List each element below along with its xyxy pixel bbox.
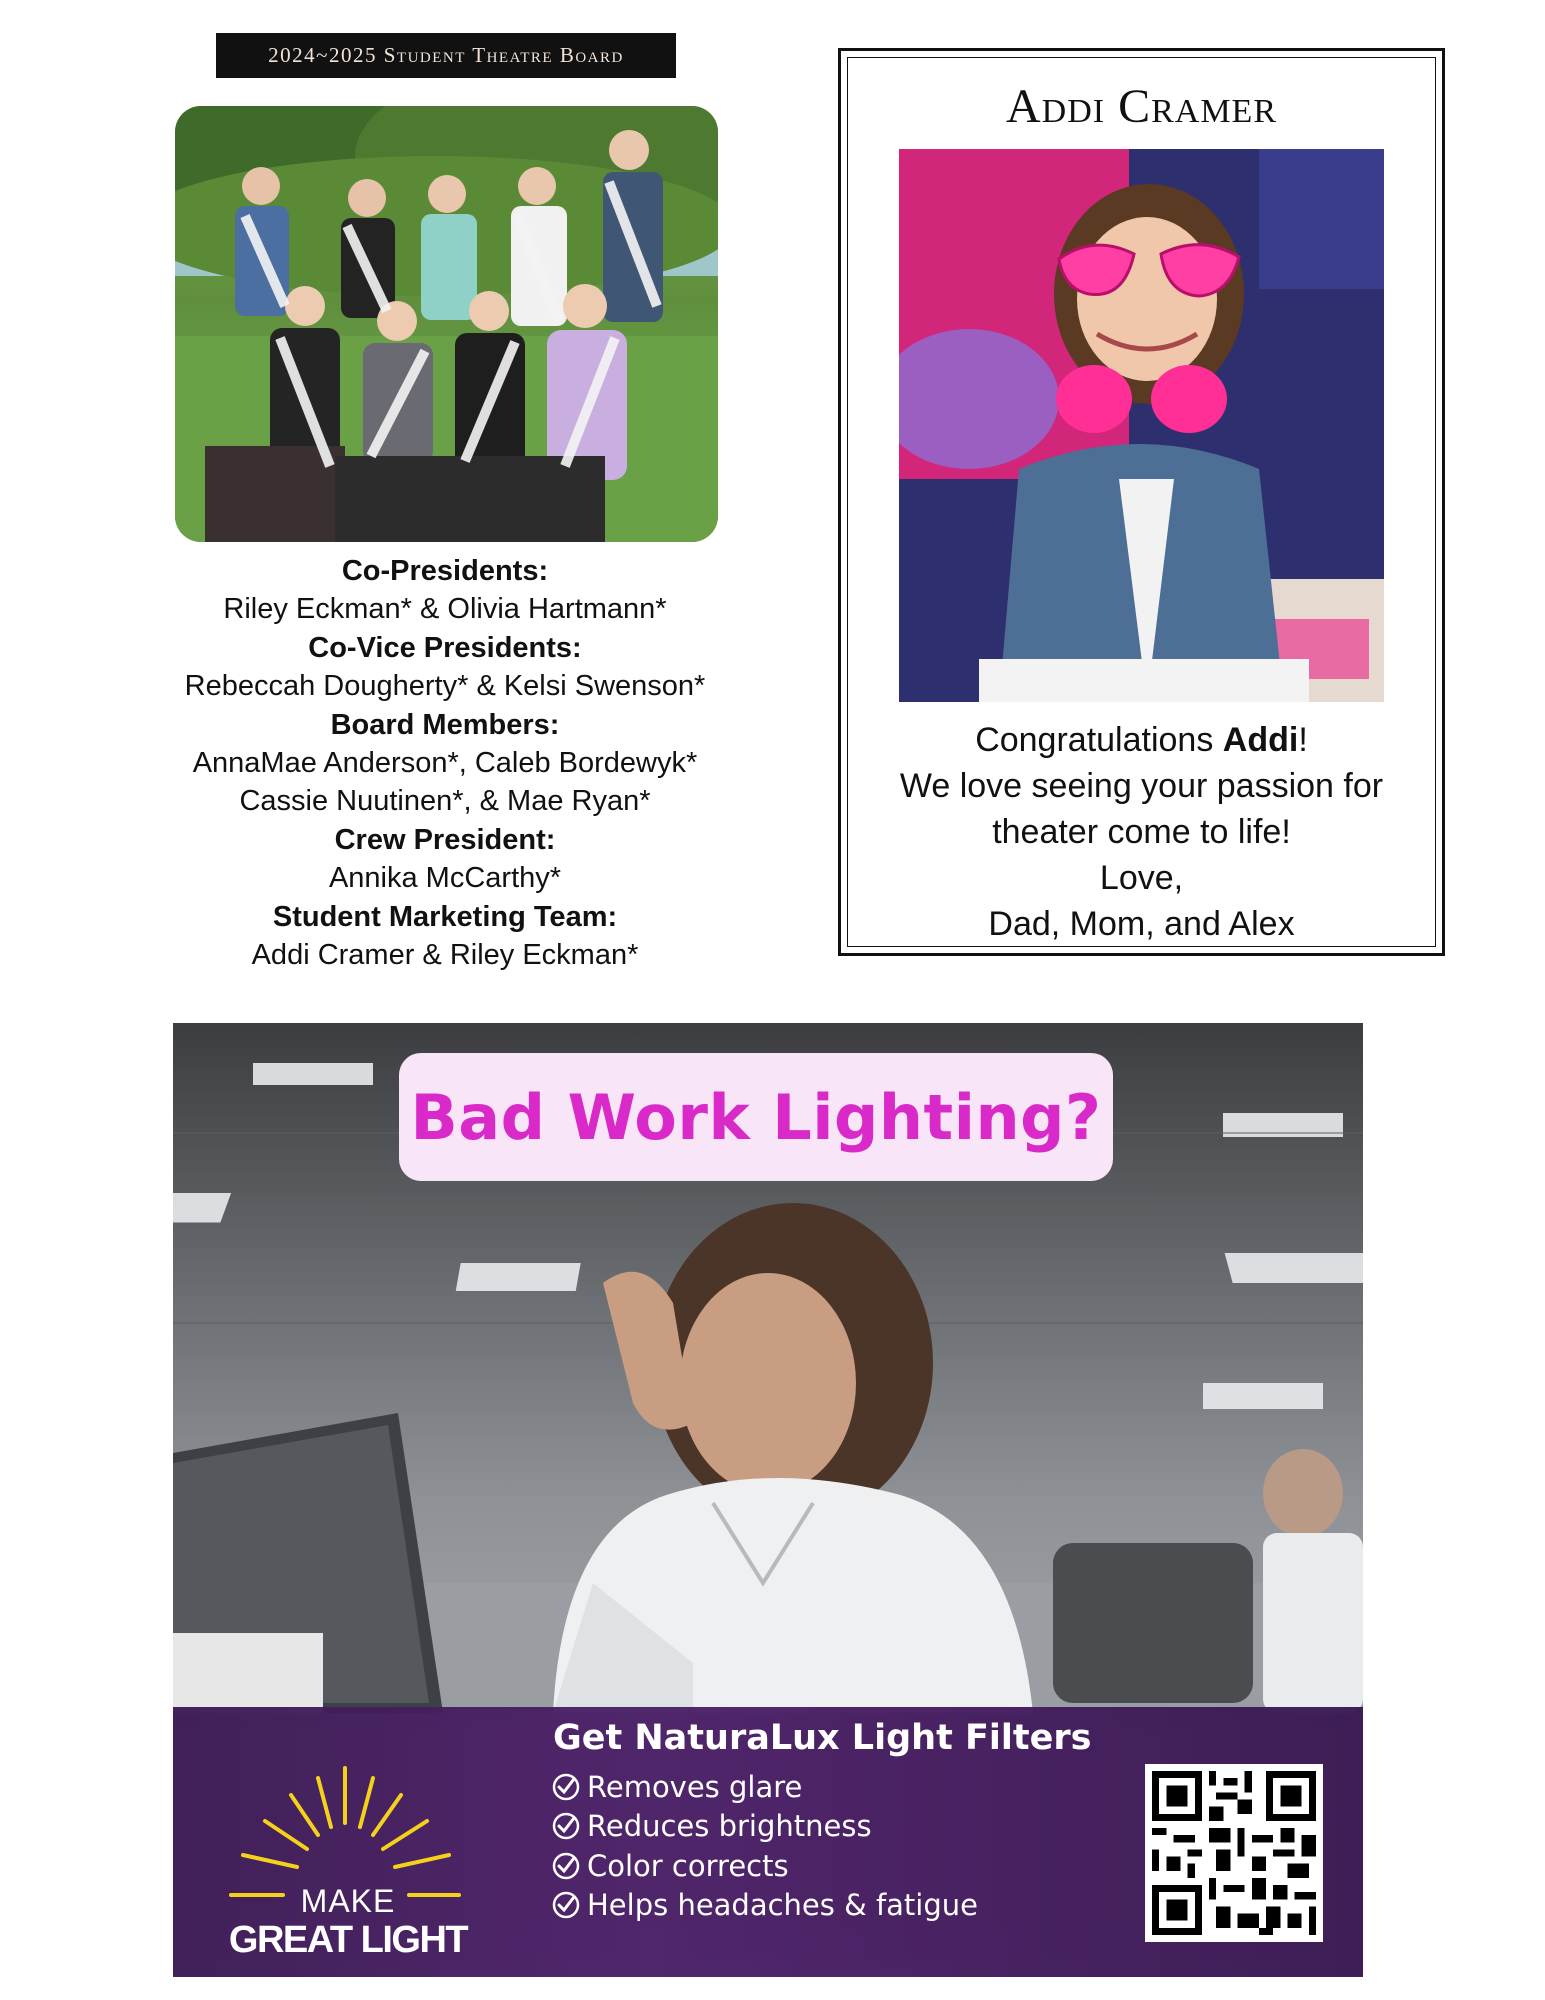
board-banner: 2024~2025 Student Theatre Board [216, 33, 676, 78]
feature-item [551, 1807, 978, 1847]
feature-label: Color corrects [587, 1848, 789, 1883]
feature-label: Removes glare [587, 1769, 803, 1804]
role-names: Riley Eckman* & Olivia Hartmann* [223, 593, 667, 626]
board-group-photo [175, 106, 718, 542]
logo-line-1: MAKE [300, 1883, 396, 1919]
card-message-line: We love seeing your passion for [899, 767, 1384, 805]
card-message: Congratulations Addi! We love seeing your passion for theater come to life! Love, Dad, Mom, and Alex [841, 717, 1442, 947]
board-roster [130, 552, 760, 974]
role-names: Cassie Nuutinen*, & Mae Ryan* [239, 785, 651, 818]
role-title: Crew President: [334, 823, 556, 856]
card-name: Addi Cramer [1005, 80, 1278, 133]
role-names: Annika McCarthy* [328, 862, 562, 895]
card-signature: Dad, Mom, and Alex [988, 905, 1295, 943]
feature-list [551, 1767, 978, 1925]
card-message-line: Love, [1099, 859, 1184, 897]
logo-line-2: GREAT LIGHT [228, 1919, 468, 1961]
congrats-card [838, 48, 1445, 956]
ad-cta-title: Get NaturaLux Light Filters [553, 1718, 1092, 1758]
check-circle-icon [551, 1890, 581, 1920]
feature-label: Helps headaches & fatigue [587, 1888, 978, 1923]
check-circle-icon [551, 1772, 581, 1802]
card-photo [899, 149, 1384, 702]
role-names: AnnaMae Anderson*, Caleb Bordewyk* [192, 747, 698, 780]
lighting-advertisement [173, 1023, 1363, 1977]
feature-item [551, 1846, 978, 1886]
card-name-emphasis: Addi [1222, 721, 1299, 759]
role-title: Co-Presidents: [341, 555, 549, 587]
role-title: Student Marketing Team: [272, 900, 618, 933]
qr-code-icon [1145, 1764, 1323, 1942]
check-circle-icon [551, 1851, 581, 1881]
role-names: Addi Cramer & Riley Eckman* [251, 939, 639, 972]
ad-headline: Bad Work Lighting? [399, 1053, 1113, 1181]
qr-code[interactable] [1145, 1764, 1323, 1942]
role-names: Rebeccah Dougherty* & Kelsi Swenson* [184, 670, 706, 703]
feature-item [551, 1886, 978, 1926]
make-great-light-logo [223, 1763, 473, 1961]
feature-item [551, 1767, 978, 1807]
card-message-line: theater come to life! [992, 813, 1291, 851]
feature-label: Reduces brightness [587, 1809, 872, 1844]
role-title: Board Members: [330, 708, 560, 741]
role-title: Co-Vice Presidents: [308, 631, 582, 664]
check-circle-icon [551, 1811, 581, 1841]
